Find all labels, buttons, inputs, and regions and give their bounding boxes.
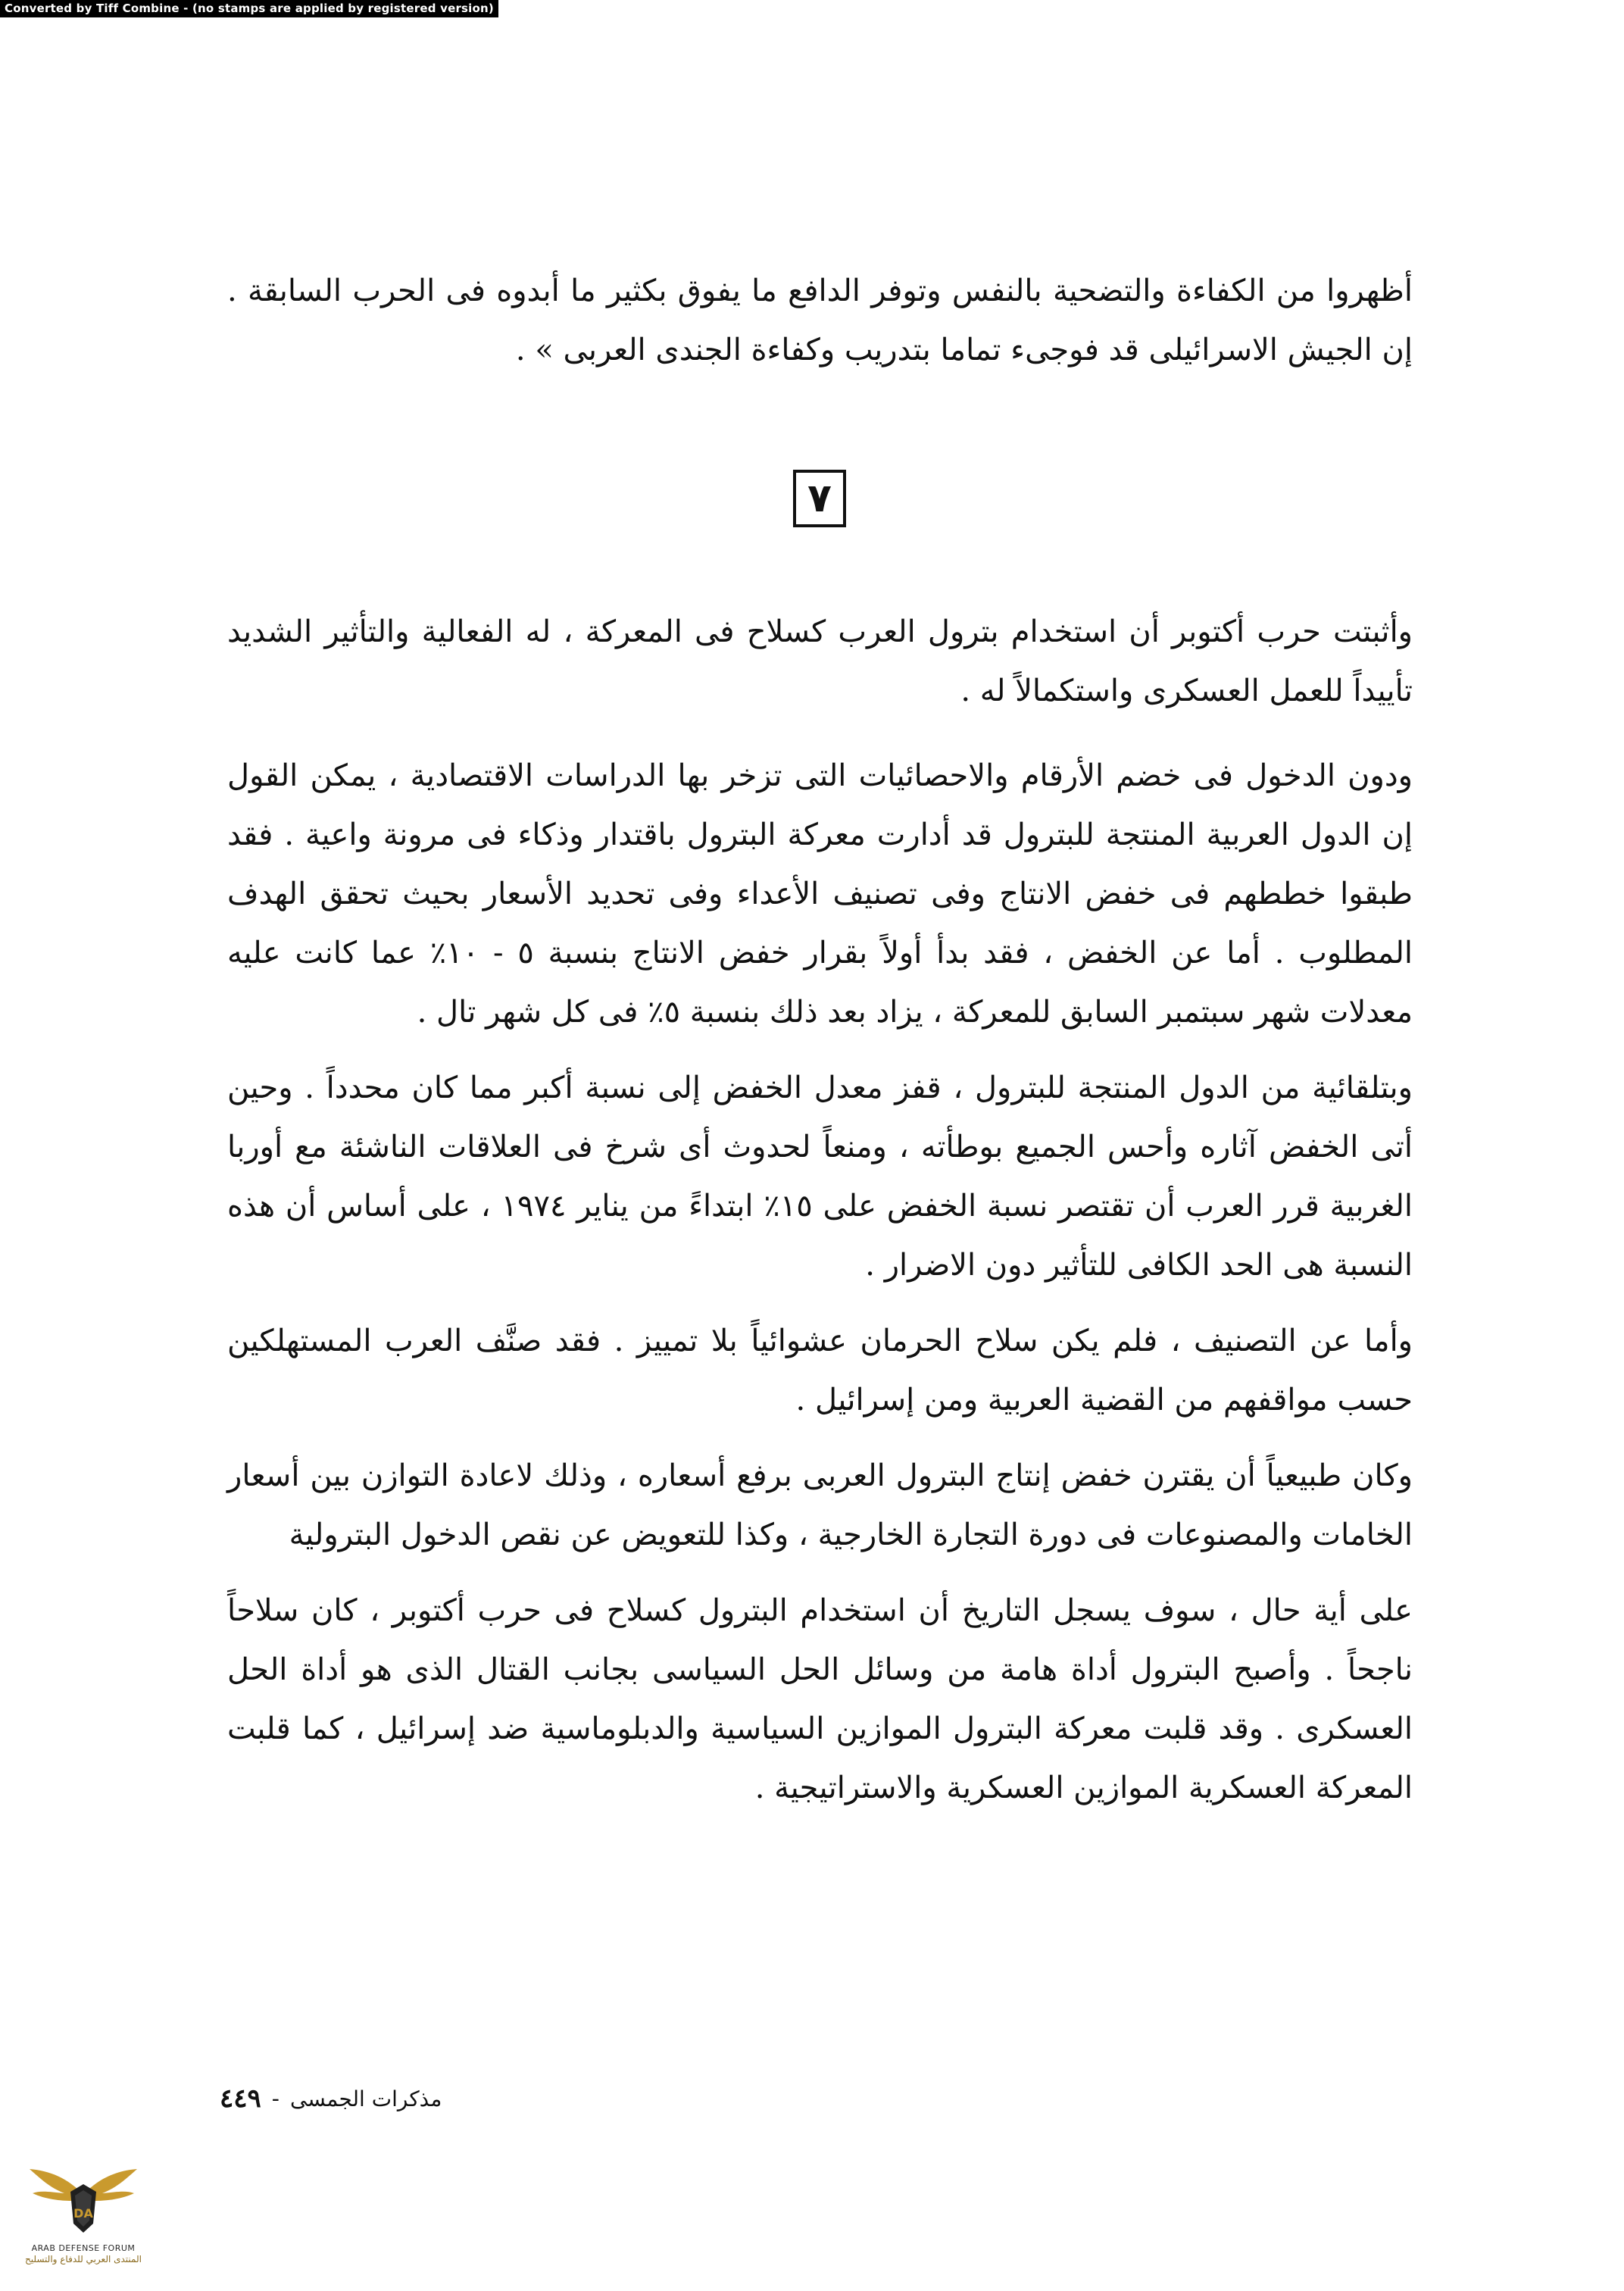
page-number: ٤٤٩: [220, 2083, 261, 2114]
chapter-number: ٧: [807, 476, 832, 521]
forum-logo: [15, 2148, 151, 2284]
logo-brand: ARAB DEFENSE FORUM: [31, 2243, 136, 2253]
page-footer: [220, 2083, 442, 2114]
eagle-wings-icon: [27, 2148, 140, 2245]
paragraph: ودون الدخول فى خضم الأرقام والاحصائيات التى تزخر بها الدراسات الاقتصادية ، يمكن القول إن الدول العربية المنتجة للبترول قد أدارت معركة البترول باقتدار وذكاء فى مرونة واعية . فقد طبقوا خططهم فى خفض الانتاج وفى تصنيف الأعداء وفى تحديد الأسعار بحيث تحقق الهدف المطلوب . أما عن الخفض ، فقد بدأ أولاً بقرار خفض الانتاج بنسبة ٥ - ١٠٪ عما كانت عليه معدلات شهر سبتمبر السابق للمعركة ، يزاد بعد ذلك بنسبة ٥٪ فى كل شهر تال .: [227, 758, 1413, 1030]
paragraph: وأثبتت حرب أكتوبر أن استخدام بترول العرب كسلاح فى المعركة ، له الفعالية والتأثير الشديد تأييداً للعمل العسكرى واستكمالاً له .: [227, 614, 1413, 708]
section-body: [227, 602, 1413, 1834]
chapter-number-box: [793, 470, 846, 527]
intro-paragraph: أظهروا من الكفاءة والتضحية بالنفس وتوفر الدافع ما يفوق بكثير ما أبدوه فى الحرب السابقة . إن الجيش الاسرائيلى قد فوجىء تماما بتدريب وكفاءة الجندى العربى » .: [227, 273, 1413, 367]
paragraph: على أية حال ، سوف يسجل التاريخ أن استخدام البترول كسلاح فى حرب أكتوبر ، كان سلاحاً ناجحاً . وأصبح البترول أداة هامة من وسائل الحل السياسى بجانب القتال الذى هو أداة الحل العسكرى . وقد قلبت معركة البترول الموازين السياسية والدبلوماسية ضد إسرائيل ، كما قلبت المعركة العسكرية الموازين العسكرية والاستراتيجية .: [227, 1593, 1413, 1805]
intro-text: [227, 261, 1413, 380]
paragraph: وأما عن التصنيف ، فلم يكن سلاح الحرمان عشوائياً بلا تمييز . فقد صنَّف العرب المستهلكين حسب مواقفهم من القضية العربية ومن إسرائيل .: [227, 1324, 1413, 1417]
footer-source: مذكرات الجمسى: [289, 2086, 442, 2111]
logo-brand-arabic: المنتدى العربي للدفاع والتسليح: [25, 2254, 142, 2264]
paragraph: وبتلقائية من الدول المنتجة للبترول ، قفز معدل الخفض إلى نسبة أكبر مما كان محدداً . وحين أتى الخفض آثاره وأحس الجميع بوطأته ، ومنعاً لحدوث أى شرخ فى العلاقات الناشئة مع أوربا الغربية قرر العرب أن تقتصر نسبة الخفض على ١٥٪ ابتداءً من يناير ١٩٧٤ ، على أساس أن هذه النسبة هى الحد الكافى للتأثير دون الاضرار .: [227, 1070, 1413, 1283]
paragraph: وكان طبيعياً أن يقترن خفض إنتاج البترول العربى برفع أسعاره ، وذلك لاعادة التوازن بين أسعار الخامات والمصنوعات فى دورة التجارة الخارجية ، وكذا للتعويض عن نقص الدخول البترولية: [227, 1458, 1413, 1552]
footer-separator: -: [271, 2085, 280, 2112]
svg-text:DA: DA: [73, 2206, 93, 2221]
converter-banner: Converted by Tiff Combine - (no stamps are applied by registered version): [0, 0, 498, 17]
